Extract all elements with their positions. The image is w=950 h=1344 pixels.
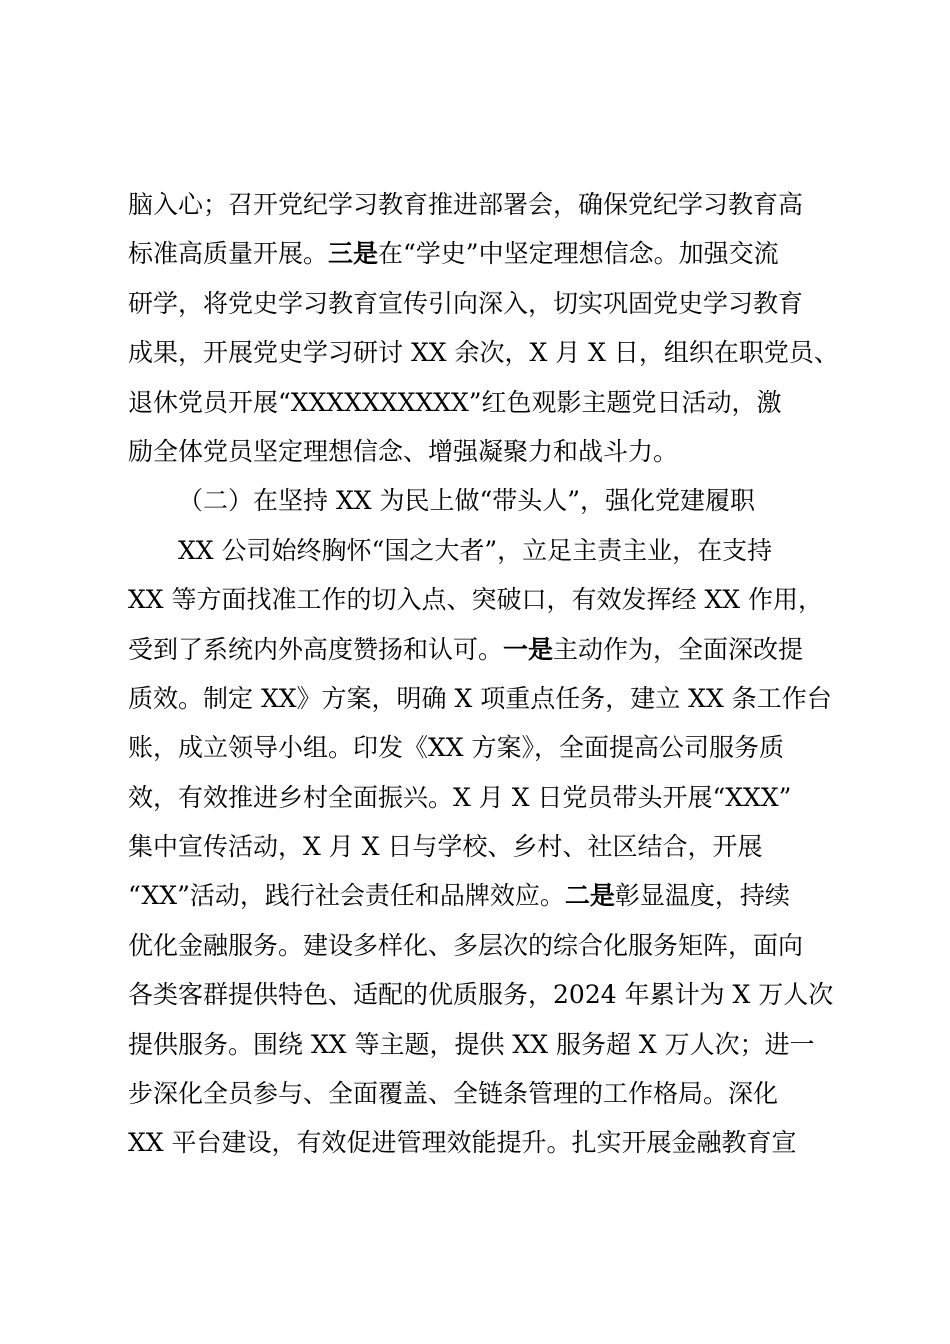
text-line [128,970,840,1019]
text-segment: XX 平台建设，有效促进管理效能提升。扎实开展金融教育宣 [128,1128,797,1158]
text-segment: 优化金融服务。建设多样化、多层次的综合化服务矩阵，面向 [128,930,804,960]
text-segment: （二）在坚持 XX 为民上做“带头人”，强化党建履职 [178,486,756,516]
text-segment: XX 公司始终胸怀“国之大者”，立足主责主业，在支持 [178,535,773,565]
text-line [128,526,840,575]
text-line [128,921,840,970]
text-line [128,773,840,822]
text-segment: 主动作为，全面深改提 [553,634,804,664]
text-line [128,1020,840,1069]
text-line [128,229,840,278]
text-line [128,378,840,427]
text-line [128,476,840,525]
text-line [128,575,840,624]
text-segment: 集中宣传活动，X 月 X 日与学校、乡村、社区结合，开展 [128,832,763,862]
body-text [128,180,840,1168]
text-line [128,279,840,328]
text-segment: 研学，将党史学习教育宣传引向深入，切实巩固党史学习教育 [128,288,804,318]
text-segment: 成果，开展党史学习研讨 XX 余次，X 月 X 日，组织在职党员、 [128,338,839,368]
text-segment: 励全体党员坚定理想信念、增强凝聚力和战斗力。 [128,436,679,466]
bold-text-segment: 三是 [328,239,379,269]
text-segment: “XX”活动，践行社会责任和品牌效应。 [128,881,565,911]
text-segment: 在“学史”中坚定理想信念。加强交流 [378,239,779,269]
text-line [128,723,840,772]
text-segment: 脑入心；召开党纪学习教育推进部署会，确保党纪学习教育高 [128,190,804,219]
text-line [128,1118,840,1167]
text-line [128,674,840,723]
bold-text-segment: 二是 [564,881,615,911]
bold-text-segment: 一是 [503,634,554,664]
text-segment: 效，有效推进乡村全面振兴。X 月 X 日党员带头开展“XXX” [128,782,792,812]
text-segment: 各类客群提供特色、适配的优质服务，2024 年累计为 X 万人次 [128,980,834,1010]
text-segment: 提供服务。围绕 XX 等主题，提供 XX 服务超 X 万人次；进一 [128,1029,815,1059]
text-segment: 标准高质量开展。 [128,239,329,269]
text-line [128,871,840,920]
text-line [128,328,840,377]
text-segment: 受到了系统内外高度赞扬和认可。 [128,634,504,664]
text-line [128,625,840,674]
text-segment: 退休党员开展“XXXXXXXXXX”红色观影主题党日活动，激 [128,387,782,417]
text-line [128,180,840,229]
text-line [128,427,840,476]
text-segment: XX 等方面找准工作的切入点、突破口，有效发挥经 XX 作用， [128,585,824,615]
text-segment: 账，成立领导小组。印发《XX 方案》，全面提高公司服务质 [128,733,785,763]
text-segment: 质效。制定 XX》方案，明确 X 项重点任务，建立 XX 条工作台 [128,683,832,713]
text-segment: 步深化全员参与、全面覆盖、全链条管理的工作格局。深化 [128,1079,779,1109]
text-line [128,822,840,871]
text-line [128,1069,840,1118]
text-segment: 彰显温度，持续 [614,881,790,911]
